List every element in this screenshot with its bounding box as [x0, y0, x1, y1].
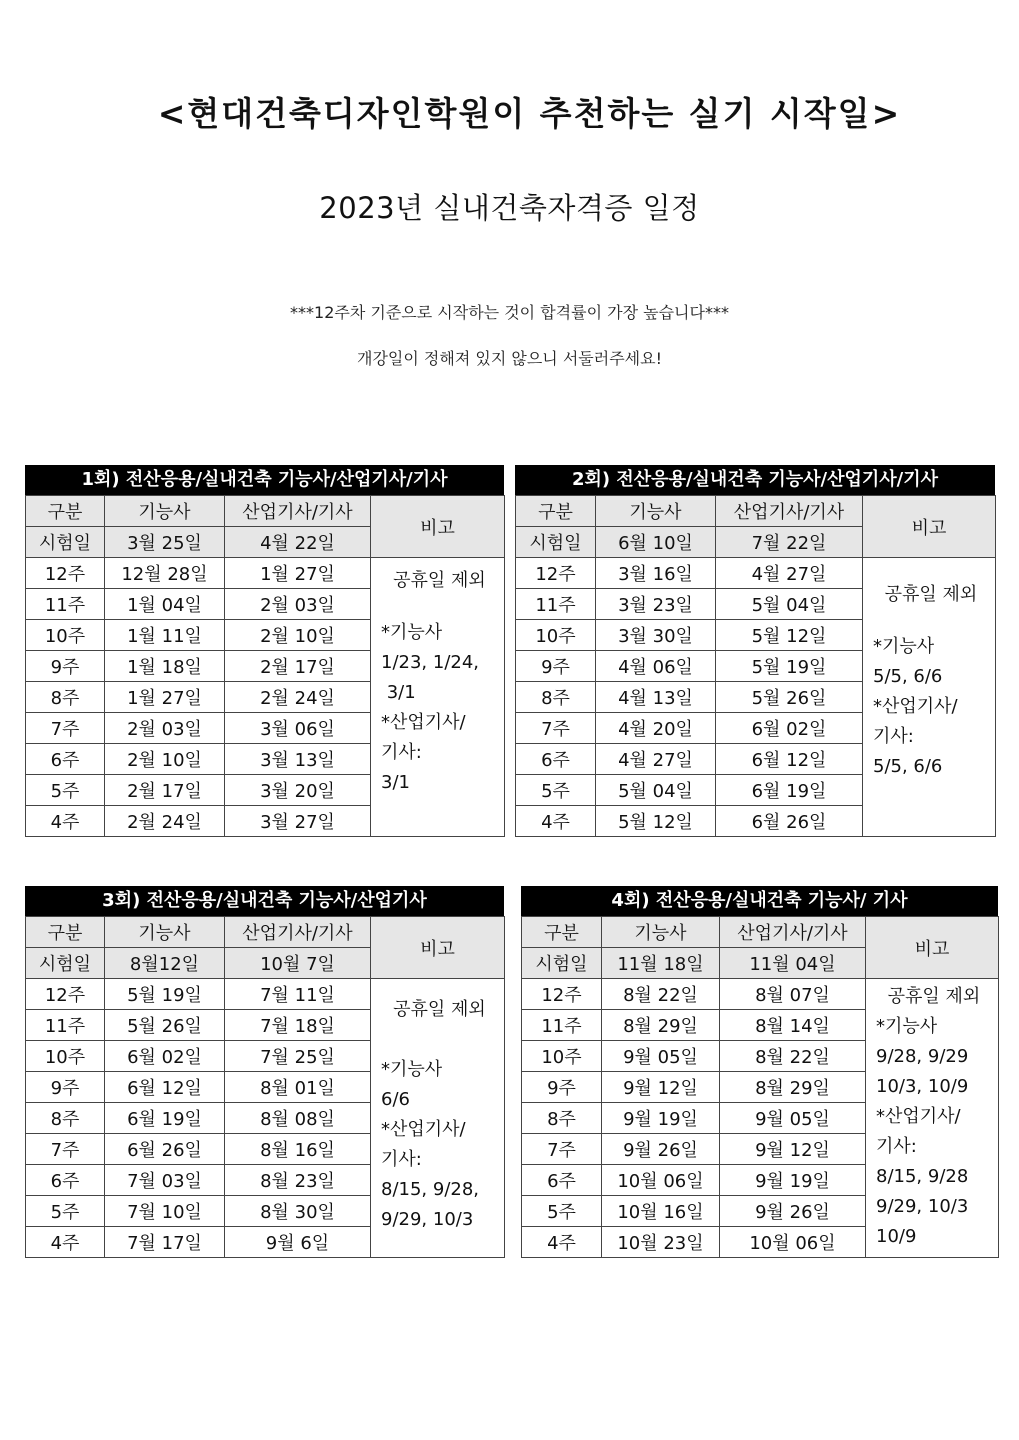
remark-line: 공휴일 제외: [393, 570, 486, 591]
table-cell: 8월 22일: [720, 1041, 866, 1072]
remarks-cell: [371, 979, 505, 1258]
remark-line: *기능사: [381, 622, 443, 643]
table-cell: 6주: [516, 744, 596, 775]
remark-line: *기능사: [381, 1059, 443, 1080]
table-cell: 9월 6일: [225, 1227, 371, 1258]
table-cell: 4월 20일: [596, 713, 716, 744]
table-cell: 10주: [26, 1041, 105, 1072]
table-row: [26, 979, 505, 1010]
schedule-1: [25, 465, 504, 837]
remark-line: 기사:: [876, 1136, 917, 1157]
remark-line: *산업기사/: [873, 696, 958, 717]
column-header: 산업기사/기사: [225, 496, 371, 527]
table-cell: 3월 23일: [596, 589, 716, 620]
table-cell: 1월 27일: [225, 558, 371, 589]
table-cell: 5주: [522, 1196, 602, 1227]
table-cell: 8월 08일: [225, 1103, 371, 1134]
table-cell: 3월 30일: [596, 620, 716, 651]
remark-line: 10/3, 10/9: [876, 1076, 969, 1097]
table-cell: 8주: [516, 682, 596, 713]
remark-line: 기사:: [381, 742, 422, 763]
table-cell: 10주: [522, 1041, 602, 1072]
column-header: 비고: [371, 917, 505, 979]
remark-line: 8/15, 9/28,: [381, 1179, 480, 1200]
table-cell: 8월 30일: [225, 1196, 371, 1227]
table-cell: 6월 02일: [105, 1041, 225, 1072]
table-cell: 7주: [26, 1134, 105, 1165]
table-cell: 5주: [26, 1196, 105, 1227]
table-cell: 7주: [516, 713, 596, 744]
column-header: 산업기사/기사: [720, 917, 866, 948]
table-cell: 8월 07일: [720, 979, 866, 1010]
column-header: 기능사: [105, 496, 225, 527]
table-cell: 10월 06일: [720, 1227, 866, 1258]
schedule-table: [25, 916, 505, 1258]
table-header-row: [516, 496, 996, 527]
remark-line: 9/29, 10/3: [876, 1196, 969, 1217]
remark-line: 공휴일 제외: [393, 999, 486, 1020]
table-cell: 9주: [522, 1072, 602, 1103]
table-cell: 7주: [522, 1134, 602, 1165]
schedule-4: [521, 886, 998, 1258]
table-cell: 11월 18일: [602, 948, 720, 979]
column-header: 구분: [522, 917, 602, 948]
remark-line: *산업기사/: [381, 1119, 466, 1140]
column-header: 기능사: [105, 917, 225, 948]
remark-line: *기능사: [876, 1016, 938, 1037]
table-cell: 10월 7일: [225, 948, 371, 979]
table-header-row: [522, 917, 999, 948]
table-cell: 9월 19일: [720, 1165, 866, 1196]
schedule-header: 1회) 전산응용/실내건축 기능사/산업기사/기사: [25, 465, 504, 495]
remark-line: 3/1: [381, 772, 410, 793]
remark-line: 공휴일 제외: [884, 584, 978, 605]
table-cell: 9월 12일: [602, 1072, 720, 1103]
table-cell: 8주: [26, 682, 105, 713]
table-cell: 7월 10일: [105, 1196, 225, 1227]
table-cell: 7월 17일: [105, 1227, 225, 1258]
table-cell: 10주: [26, 620, 105, 651]
schedule-table: [515, 495, 996, 837]
column-header: 비고: [866, 917, 999, 979]
table-cell: 12월 28일: [105, 558, 225, 589]
table-cell: 4주: [26, 806, 105, 837]
table-cell: 5월 04일: [596, 775, 716, 806]
table-cell: 9월 19일: [602, 1103, 720, 1134]
table-cell: 3월 06일: [225, 713, 371, 744]
table-cell: 5월 26일: [105, 1010, 225, 1041]
table-cell: 2월 03일: [105, 713, 225, 744]
table-cell: 10주: [516, 620, 596, 651]
table-row: [516, 558, 996, 589]
column-header: 산업기사/기사: [716, 496, 863, 527]
schedule-2: [515, 465, 995, 837]
table-cell: 11주: [516, 589, 596, 620]
table-cell: 11주: [26, 589, 105, 620]
remarks-cell: [866, 979, 999, 1258]
remark-line: 3/1: [381, 682, 416, 703]
table-cell: 4월 22일: [225, 527, 371, 558]
remark-line: *산업기사/: [876, 1106, 961, 1127]
table-cell: 12주: [26, 979, 105, 1010]
table-cell: 2월 17일: [225, 651, 371, 682]
table-cell: 10월 23일: [602, 1227, 720, 1258]
table-cell: 8월 29일: [720, 1072, 866, 1103]
column-header: 기능사: [602, 917, 720, 948]
table-cell: 1월 27일: [105, 682, 225, 713]
table-cell: 6월 26일: [716, 806, 863, 837]
table-cell: 9월 05일: [602, 1041, 720, 1072]
table-cell: 4월 27일: [596, 744, 716, 775]
table-cell: 6월 12일: [105, 1072, 225, 1103]
table-cell: 12주: [522, 979, 602, 1010]
table-cell: 9주: [516, 651, 596, 682]
table-cell: 4월 27일: [716, 558, 863, 589]
table-cell: 9주: [26, 1072, 105, 1103]
table-cell: 6주: [522, 1165, 602, 1196]
table-cell: 8월 22일: [602, 979, 720, 1010]
table-cell: 6월 12일: [716, 744, 863, 775]
table-cell: 9월 05일: [720, 1103, 866, 1134]
table-cell: 12주: [26, 558, 105, 589]
table-cell: 2월 03일: [225, 589, 371, 620]
table-cell: 4월 13일: [596, 682, 716, 713]
table-cell: 8월12일: [105, 948, 225, 979]
table-cell: 11월 04일: [720, 948, 866, 979]
column-header: 구분: [26, 496, 105, 527]
remark-line: 8/15, 9/28: [876, 1166, 969, 1187]
notice-line-1: ***12주차 기준으로 시작하는 것이 합격률이 가장 높습니다***: [290, 303, 729, 322]
table-header-row: [26, 917, 505, 948]
table-row: [522, 979, 999, 1010]
table-cell: 3월 27일: [225, 806, 371, 837]
table-cell: 10월 16일: [602, 1196, 720, 1227]
table-cell: 6월 26일: [105, 1134, 225, 1165]
remark-line: 기사:: [381, 1149, 422, 1170]
table-cell: 7월 25일: [225, 1041, 371, 1072]
table-cell: 5월 12일: [716, 620, 863, 651]
table-cell: 시험일: [26, 527, 105, 558]
table-cell: 10월 06일: [602, 1165, 720, 1196]
schedule-header: 4회) 전산응용/실내건축 기능사/ 기사: [521, 886, 998, 916]
table-cell: 9월 12일: [720, 1134, 866, 1165]
table-cell: 11주: [522, 1010, 602, 1041]
table-cell: 5월 04일: [716, 589, 863, 620]
table-cell: 7월 22일: [716, 527, 863, 558]
remark-line: 공휴일 제외: [887, 986, 981, 1007]
remark-line: 9/28, 9/29: [876, 1046, 969, 1067]
table-header-row: [26, 496, 505, 527]
table-cell: 9월 26일: [720, 1196, 866, 1227]
remark-line: 기사:: [873, 726, 914, 747]
table-cell: 4주: [516, 806, 596, 837]
table-cell: 1월 18일: [105, 651, 225, 682]
table-cell: 6주: [26, 1165, 105, 1196]
table-cell: 8월 29일: [602, 1010, 720, 1041]
table-cell: 2월 24일: [225, 682, 371, 713]
table-cell: 7월 11일: [225, 979, 371, 1010]
table-cell: 12주: [516, 558, 596, 589]
table-cell: 1월 11일: [105, 620, 225, 651]
schedule-table: [521, 916, 999, 1258]
column-header: 구분: [516, 496, 596, 527]
column-header: 비고: [863, 496, 996, 558]
table-cell: 1월 04일: [105, 589, 225, 620]
table-cell: 7월 18일: [225, 1010, 371, 1041]
table-cell: 8월 16일: [225, 1134, 371, 1165]
table-cell: 시험일: [522, 948, 602, 979]
table-cell: 6주: [26, 744, 105, 775]
table-cell: 3월 25일: [105, 527, 225, 558]
table-cell: 7주: [26, 713, 105, 744]
table-cell: 3월 20일: [225, 775, 371, 806]
remarks-cell: [863, 558, 996, 837]
remark-line: 6/6: [381, 1089, 410, 1110]
table-cell: 7월 03일: [105, 1165, 225, 1196]
schedule-header: 3회) 전산응용/실내건축 기능사/산업기사: [25, 886, 504, 916]
table-cell: 5주: [516, 775, 596, 806]
table-cell: 시험일: [516, 527, 596, 558]
table-cell: 3월 13일: [225, 744, 371, 775]
table-cell: 6월 19일: [716, 775, 863, 806]
table-cell: 8월 14일: [720, 1010, 866, 1041]
table-cell: 4주: [522, 1227, 602, 1258]
column-header: 비고: [371, 496, 505, 558]
table-cell: 5월 19일: [716, 651, 863, 682]
table-cell: 5주: [26, 775, 105, 806]
notice-line-2: 개강일이 정해져 있지 않으니 서둘러주세요!: [357, 349, 662, 368]
table-cell: 6월 19일: [105, 1103, 225, 1134]
table-cell: 9월 26일: [602, 1134, 720, 1165]
remark-line: *산업기사/: [381, 712, 466, 733]
table-row: [26, 558, 505, 589]
table-cell: 5월 26일: [716, 682, 863, 713]
remark-line: 5/5, 6/6: [873, 666, 943, 687]
table-cell: 2월 24일: [105, 806, 225, 837]
page-subtitle: 2023년 실내건축자격증 일정: [319, 191, 700, 225]
remarks-cell: [371, 558, 505, 837]
column-header: 기능사: [596, 496, 716, 527]
table-cell: 2월 10일: [225, 620, 371, 651]
table-cell: 2월 10일: [105, 744, 225, 775]
schedule-3: [25, 886, 504, 1258]
table-cell: 6월 02일: [716, 713, 863, 744]
remark-line: 1/23, 1/24,: [381, 652, 480, 673]
column-header: 산업기사/기사: [225, 917, 371, 948]
column-header: 구분: [26, 917, 105, 948]
schedule-header: 2회) 전산응용/실내건축 기능사/산업기사/기사: [515, 465, 995, 495]
table-cell: 3월 16일: [596, 558, 716, 589]
remark-line: 9/29, 10/3: [381, 1209, 474, 1230]
table-cell: 4월 06일: [596, 651, 716, 682]
table-cell: 8주: [26, 1103, 105, 1134]
table-cell: 5월 12일: [596, 806, 716, 837]
table-cell: 8주: [522, 1103, 602, 1134]
table-cell: 8월 01일: [225, 1072, 371, 1103]
table-cell: 11주: [26, 1010, 105, 1041]
table-cell: 5월 19일: [105, 979, 225, 1010]
table-cell: 9주: [26, 651, 105, 682]
table-cell: 시험일: [26, 948, 105, 979]
remark-line: *기능사: [873, 636, 935, 657]
page-title: <현대건축디자인학원이 추천하는 실기 시작일>: [157, 94, 902, 133]
table-cell: 6월 10일: [596, 527, 716, 558]
remark-line: 10/9: [876, 1226, 917, 1247]
table-cell: 4주: [26, 1227, 105, 1258]
table-cell: 8월 23일: [225, 1165, 371, 1196]
table-cell: 2월 17일: [105, 775, 225, 806]
remark-line: 5/5, 6/6: [873, 756, 943, 777]
schedule-table: [25, 495, 505, 837]
